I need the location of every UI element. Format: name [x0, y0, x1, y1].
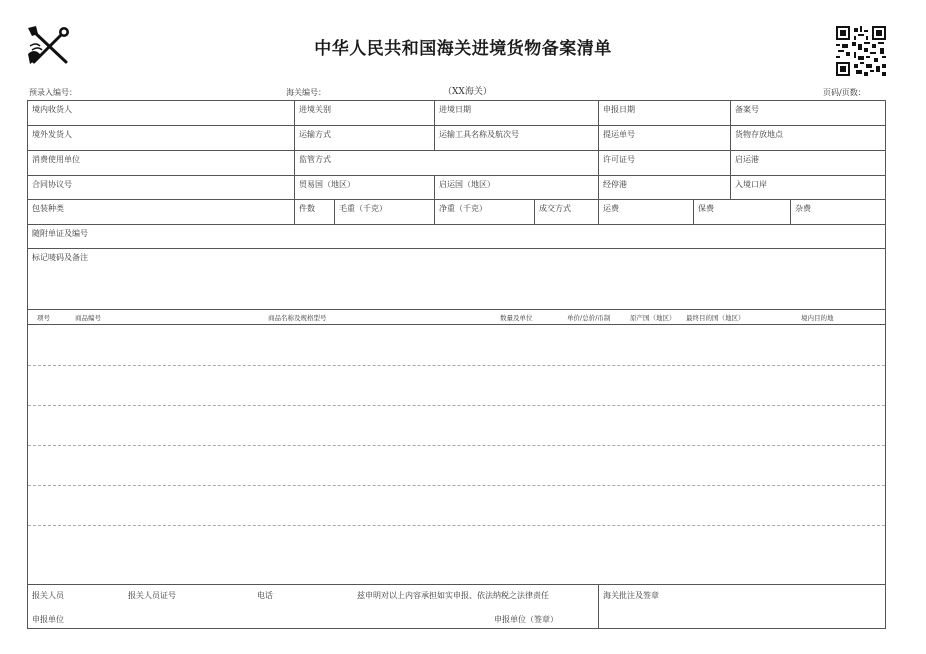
- preentry-number-label: 预录入编号：: [29, 88, 77, 97]
- quantity-unit-header: 数量及单位: [500, 314, 533, 322]
- departure-port-label: 启运港: [735, 155, 759, 164]
- destination-country-header: 最终目的国（地区）: [686, 314, 745, 322]
- freight-label: 运费: [603, 204, 619, 213]
- departure-country-label: 启运国（地区）: [439, 180, 495, 189]
- vessel-voyage-label: 运输工具名称及航次号: [439, 130, 519, 139]
- liability-statement: 兹申明对以上内容承担如实申报、依法纳税之法律责任: [357, 591, 549, 600]
- transit-port-label: 经停港: [603, 180, 627, 189]
- page-count-label: 页码/页数：: [823, 88, 866, 97]
- domestic-destination-header: 境内目的地: [801, 314, 834, 322]
- declarant-label: 报关人员: [32, 591, 64, 600]
- entry-customs-label: 进境关别: [299, 105, 331, 114]
- domestic-consignee-label: 境内收货人: [32, 105, 72, 114]
- package-type-label: 包装种类: [32, 204, 64, 213]
- transport-mode-label: 运输方式: [299, 130, 331, 139]
- gross-weight-label: 毛重（千克）: [339, 204, 387, 213]
- commodity-name-header: 商品名称及规格型号: [268, 314, 327, 322]
- declaration-date-label: 申报日期: [603, 105, 635, 114]
- declaring-unit-label: 申报单位: [32, 615, 64, 624]
- commodity-code-header: 商品编号: [75, 314, 101, 322]
- customs-number-label: 海关编号：: [286, 88, 326, 97]
- consumer-unit-label: 消费使用单位: [32, 155, 80, 164]
- marks-remarks-label: 标记唛码及备注: [32, 253, 88, 262]
- attached-documents-label: 随附单证及编号: [32, 229, 88, 238]
- contract-number-label: 合同协议号: [32, 180, 72, 189]
- record-number-label: 备案号: [735, 105, 759, 114]
- entry-date-label: 进境日期: [439, 105, 471, 114]
- transaction-mode-label: 成交方式: [539, 204, 571, 213]
- supervision-mode-label: 监管方式: [299, 155, 331, 164]
- phone-label: 电话: [257, 591, 273, 600]
- item-number-header: 项号: [37, 314, 50, 322]
- customs-approval-label: 海关批注及签章: [603, 591, 659, 600]
- net-weight-label: 净重（千克）: [439, 204, 487, 213]
- misc-fees-label: 杂费: [795, 204, 811, 213]
- overseas-consignor-label: 境外发货人: [32, 130, 72, 139]
- license-number-label: 许可证号: [603, 155, 635, 164]
- trade-country-label: 贸易国（地区）: [299, 180, 355, 189]
- package-count-label: 件数: [299, 204, 315, 213]
- page-title: 中华人民共和国海关进境货物备案清单: [314, 39, 612, 59]
- insurance-label: 保费: [698, 204, 714, 213]
- entry-port-label: 入境口岸: [735, 180, 767, 189]
- customs-office-name: （XX海关）: [443, 87, 492, 97]
- bill-of-lading-label: 提运单号: [603, 130, 635, 139]
- goods-location-label: 货物存放地点: [735, 130, 783, 139]
- price-currency-header: 单价/总价/币制: [567, 314, 611, 322]
- declarant-cert-label: 报关人员证号: [128, 591, 176, 600]
- origin-country-header: 原产国（地区）: [630, 314, 676, 322]
- declaring-unit-seal-label: 申报单位（签章）: [494, 615, 558, 624]
